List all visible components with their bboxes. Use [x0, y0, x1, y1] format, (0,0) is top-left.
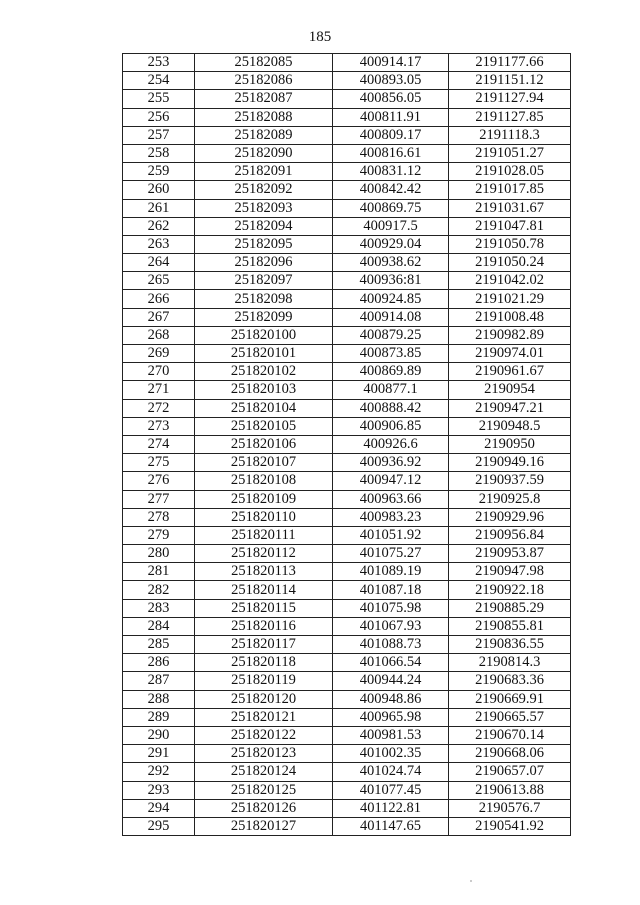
table-row	[123, 454, 571, 472]
point-id-cell: 25182095	[195, 235, 333, 253]
y-coordinate-cell: 2190665.57	[449, 708, 571, 726]
y-coordinate-cell: 2191047.81	[449, 217, 571, 235]
x-coordinate-cell: 400936:81	[333, 272, 449, 290]
table-row	[123, 763, 571, 781]
point-id-cell: 251820119	[195, 672, 333, 690]
point-id-cell: 251820116	[195, 617, 333, 635]
point-id-cell: 251820117	[195, 636, 333, 654]
x-coordinate-cell: 400906.85	[333, 417, 449, 435]
table-row	[123, 144, 571, 162]
y-coordinate-cell: 2190947.98	[449, 563, 571, 581]
y-coordinate-cell: 2191127.94	[449, 90, 571, 108]
x-coordinate-cell: 400963.66	[333, 490, 449, 508]
row-index-cell: 253	[123, 54, 195, 72]
row-index-cell: 261	[123, 199, 195, 217]
x-coordinate-cell: 401075.98	[333, 599, 449, 617]
row-index-cell: 255	[123, 90, 195, 108]
x-coordinate-cell: 401088.73	[333, 636, 449, 654]
point-id-cell: 25182085	[195, 54, 333, 72]
x-coordinate-cell: 400877.1	[333, 381, 449, 399]
row-index-cell: 263	[123, 235, 195, 253]
point-id-cell: 251820125	[195, 781, 333, 799]
point-id-cell: 251820115	[195, 599, 333, 617]
row-index-cell: 279	[123, 526, 195, 544]
point-id-cell: 25182089	[195, 126, 333, 144]
x-coordinate-cell: 401075.27	[333, 545, 449, 563]
row-index-cell: 269	[123, 345, 195, 363]
table-row	[123, 163, 571, 181]
point-id-cell: 251820100	[195, 326, 333, 344]
point-id-cell: 251820123	[195, 745, 333, 763]
row-index-cell: 266	[123, 290, 195, 308]
point-id-cell: 251820110	[195, 508, 333, 526]
table-row	[123, 690, 571, 708]
point-id-cell: 251820121	[195, 708, 333, 726]
page-number: 185	[308, 29, 332, 45]
x-coordinate-cell: 400917.5	[333, 217, 449, 235]
point-id-cell: 251820124	[195, 763, 333, 781]
point-id-cell: 251820120	[195, 690, 333, 708]
point-id-cell: 251820118	[195, 654, 333, 672]
x-coordinate-cell: 400869.89	[333, 363, 449, 381]
y-coordinate-cell: 2191050.24	[449, 254, 571, 272]
point-id-cell: 251820126	[195, 799, 333, 817]
row-index-cell: 294	[123, 799, 195, 817]
row-index-cell: 265	[123, 272, 195, 290]
x-coordinate-cell: 400914.08	[333, 308, 449, 326]
row-index-cell: 284	[123, 617, 195, 635]
row-index-cell: 264	[123, 254, 195, 272]
row-index-cell: 268	[123, 326, 195, 344]
row-index-cell: 295	[123, 817, 195, 835]
y-coordinate-cell: 2190956.84	[449, 526, 571, 544]
y-coordinate-cell: 2191050.78	[449, 235, 571, 253]
x-coordinate-cell: 401067.93	[333, 617, 449, 635]
y-coordinate-cell: 2190929.96	[449, 508, 571, 526]
point-id-cell: 251820101	[195, 345, 333, 363]
x-coordinate-cell: 400879.25	[333, 326, 449, 344]
table-row	[123, 672, 571, 690]
point-id-cell: 251820122	[195, 726, 333, 744]
y-coordinate-cell: 2191051.27	[449, 144, 571, 162]
y-coordinate-cell: 2190576.7	[449, 799, 571, 817]
point-id-cell: 251820114	[195, 581, 333, 599]
row-index-cell: 291	[123, 745, 195, 763]
y-coordinate-cell: 2191127.85	[449, 108, 571, 126]
point-id-cell: 251820111	[195, 526, 333, 544]
x-coordinate-cell: 400893.05	[333, 72, 449, 90]
point-id-cell: 25182091	[195, 163, 333, 181]
table-row	[123, 745, 571, 763]
row-index-cell: 280	[123, 545, 195, 563]
table-row	[123, 599, 571, 617]
y-coordinate-cell: 2190683.36	[449, 672, 571, 690]
x-coordinate-cell: 400914.17	[333, 54, 449, 72]
y-coordinate-cell: 2191028.05	[449, 163, 571, 181]
table-row	[123, 326, 571, 344]
table-row	[123, 54, 571, 72]
table-row	[123, 126, 571, 144]
row-index-cell: 277	[123, 490, 195, 508]
x-coordinate-cell: 400947.12	[333, 472, 449, 490]
table-row	[123, 654, 571, 672]
row-index-cell: 285	[123, 636, 195, 654]
row-index-cell: 292	[123, 763, 195, 781]
x-coordinate-cell: 400936.92	[333, 454, 449, 472]
y-coordinate-cell: 2190974.01	[449, 345, 571, 363]
point-id-cell: 25182098	[195, 290, 333, 308]
y-coordinate-cell: 2191042.02	[449, 272, 571, 290]
row-index-cell: 287	[123, 672, 195, 690]
table-row	[123, 617, 571, 635]
x-coordinate-cell: 400888.42	[333, 399, 449, 417]
y-coordinate-cell: 2190954	[449, 381, 571, 399]
x-coordinate-cell: 400926.6	[333, 435, 449, 453]
x-coordinate-cell: 401147.65	[333, 817, 449, 835]
x-coordinate-cell: 400811.91	[333, 108, 449, 126]
row-index-cell: 254	[123, 72, 195, 90]
point-id-cell: 25182090	[195, 144, 333, 162]
y-coordinate-cell: 2190855.81	[449, 617, 571, 635]
point-id-cell: 251820107	[195, 454, 333, 472]
row-index-cell: 271	[123, 381, 195, 399]
y-coordinate-cell: 2190982.89	[449, 326, 571, 344]
y-coordinate-cell: 2190613.88	[449, 781, 571, 799]
y-coordinate-cell: 2190953.87	[449, 545, 571, 563]
y-coordinate-cell: 2190836.55	[449, 636, 571, 654]
row-index-cell: 272	[123, 399, 195, 417]
point-id-cell: 251820106	[195, 435, 333, 453]
x-coordinate-cell: 400869.75	[333, 199, 449, 217]
x-coordinate-cell: 401077.45	[333, 781, 449, 799]
table-row	[123, 217, 571, 235]
row-index-cell: 267	[123, 308, 195, 326]
y-coordinate-cell: 2190669.91	[449, 690, 571, 708]
x-coordinate-cell: 400842.42	[333, 181, 449, 199]
x-coordinate-cell: 401122.81	[333, 799, 449, 817]
y-coordinate-cell: 2190814.3	[449, 654, 571, 672]
point-id-cell: 25182099	[195, 308, 333, 326]
x-coordinate-cell: 400948.86	[333, 690, 449, 708]
x-coordinate-cell: 401024.74	[333, 763, 449, 781]
table-row	[123, 545, 571, 563]
x-coordinate-cell: 400944.24	[333, 672, 449, 690]
x-coordinate-cell: 400873.85	[333, 345, 449, 363]
point-id-cell: 251820109	[195, 490, 333, 508]
table-row	[123, 526, 571, 544]
y-coordinate-cell: 2191017.85	[449, 181, 571, 199]
point-id-cell: 251820108	[195, 472, 333, 490]
row-index-cell: 270	[123, 363, 195, 381]
y-coordinate-cell: 2190922.18	[449, 581, 571, 599]
table-row	[123, 181, 571, 199]
point-id-cell: 25182086	[195, 72, 333, 90]
table-row	[123, 108, 571, 126]
point-id-cell: 251820102	[195, 363, 333, 381]
x-coordinate-cell: 400831.12	[333, 163, 449, 181]
x-coordinate-cell: 400856.05	[333, 90, 449, 108]
y-coordinate-cell: 2191021.29	[449, 290, 571, 308]
y-coordinate-cell: 2190668.06	[449, 745, 571, 763]
table-row	[123, 308, 571, 326]
point-id-cell: 25182092	[195, 181, 333, 199]
row-index-cell: 260	[123, 181, 195, 199]
y-coordinate-cell: 2190541.92	[449, 817, 571, 835]
row-index-cell: 288	[123, 690, 195, 708]
table-row	[123, 636, 571, 654]
row-index-cell: 278	[123, 508, 195, 526]
y-coordinate-cell: 2190961.67	[449, 363, 571, 381]
row-index-cell: 256	[123, 108, 195, 126]
row-index-cell: 290	[123, 726, 195, 744]
y-coordinate-cell: 2190947.21	[449, 399, 571, 417]
y-coordinate-cell: 2191177.66	[449, 54, 571, 72]
table-row	[123, 363, 571, 381]
x-coordinate-cell: 400924.85	[333, 290, 449, 308]
row-index-cell: 262	[123, 217, 195, 235]
table-row	[123, 72, 571, 90]
row-index-cell: 274	[123, 435, 195, 453]
row-index-cell: 258	[123, 144, 195, 162]
x-coordinate-cell: 400983.23	[333, 508, 449, 526]
table-row	[123, 726, 571, 744]
x-coordinate-cell: 401089.19	[333, 563, 449, 581]
table-row	[123, 345, 571, 363]
point-id-cell: 251820105	[195, 417, 333, 435]
y-coordinate-cell: 2190925.8	[449, 490, 571, 508]
row-index-cell: 293	[123, 781, 195, 799]
point-id-cell: 25182094	[195, 217, 333, 235]
point-id-cell: 251820103	[195, 381, 333, 399]
table-row	[123, 399, 571, 417]
y-coordinate-cell: 2191008.48	[449, 308, 571, 326]
row-index-cell: 273	[123, 417, 195, 435]
table-row	[123, 199, 571, 217]
x-coordinate-cell: 401066.54	[333, 654, 449, 672]
y-coordinate-cell: 2190950	[449, 435, 571, 453]
row-index-cell: 275	[123, 454, 195, 472]
row-index-cell: 289	[123, 708, 195, 726]
y-coordinate-cell: 2191118.3	[449, 126, 571, 144]
point-id-cell: 251820112	[195, 545, 333, 563]
x-coordinate-cell: 401051.92	[333, 526, 449, 544]
x-coordinate-cell: 400938.62	[333, 254, 449, 272]
y-coordinate-cell: 2191151.12	[449, 72, 571, 90]
point-id-cell: 25182088	[195, 108, 333, 126]
point-id-cell: 251820104	[195, 399, 333, 417]
row-index-cell: 282	[123, 581, 195, 599]
row-index-cell: 281	[123, 563, 195, 581]
point-id-cell: 25182097	[195, 272, 333, 290]
table-row	[123, 708, 571, 726]
table-row	[123, 472, 571, 490]
table-row	[123, 581, 571, 599]
y-coordinate-cell: 2190657.07	[449, 763, 571, 781]
row-index-cell: 257	[123, 126, 195, 144]
x-coordinate-cell: 400816.61	[333, 144, 449, 162]
table-row	[123, 781, 571, 799]
point-id-cell: 251820113	[195, 563, 333, 581]
table-row	[123, 435, 571, 453]
x-coordinate-cell: 400809.17	[333, 126, 449, 144]
coordinates-table	[122, 53, 571, 836]
y-coordinate-cell: 2190670.14	[449, 726, 571, 744]
row-index-cell: 259	[123, 163, 195, 181]
row-index-cell: 276	[123, 472, 195, 490]
y-coordinate-cell: 2191031.67	[449, 199, 571, 217]
point-id-cell: 251820127	[195, 817, 333, 835]
table-row	[123, 490, 571, 508]
point-id-cell: 25182087	[195, 90, 333, 108]
table-row	[123, 235, 571, 253]
x-coordinate-cell: 400981.53	[333, 726, 449, 744]
scan-speck	[470, 880, 472, 882]
y-coordinate-cell: 2190885.29	[449, 599, 571, 617]
table-row	[123, 417, 571, 435]
table-row	[123, 563, 571, 581]
table-row	[123, 290, 571, 308]
x-coordinate-cell: 401087.18	[333, 581, 449, 599]
table-row	[123, 90, 571, 108]
x-coordinate-cell: 401002.35	[333, 745, 449, 763]
y-coordinate-cell: 2190937.59	[449, 472, 571, 490]
y-coordinate-cell: 2190948.5	[449, 417, 571, 435]
y-coordinate-cell: 2190949.16	[449, 454, 571, 472]
row-index-cell: 283	[123, 599, 195, 617]
table-row	[123, 817, 571, 835]
point-id-cell: 25182096	[195, 254, 333, 272]
x-coordinate-cell: 400965.98	[333, 708, 449, 726]
table-row	[123, 272, 571, 290]
row-index-cell: 286	[123, 654, 195, 672]
table-row	[123, 254, 571, 272]
point-id-cell: 25182093	[195, 199, 333, 217]
table-row	[123, 799, 571, 817]
table-row	[123, 508, 571, 526]
x-coordinate-cell: 400929.04	[333, 235, 449, 253]
table-row	[123, 381, 571, 399]
